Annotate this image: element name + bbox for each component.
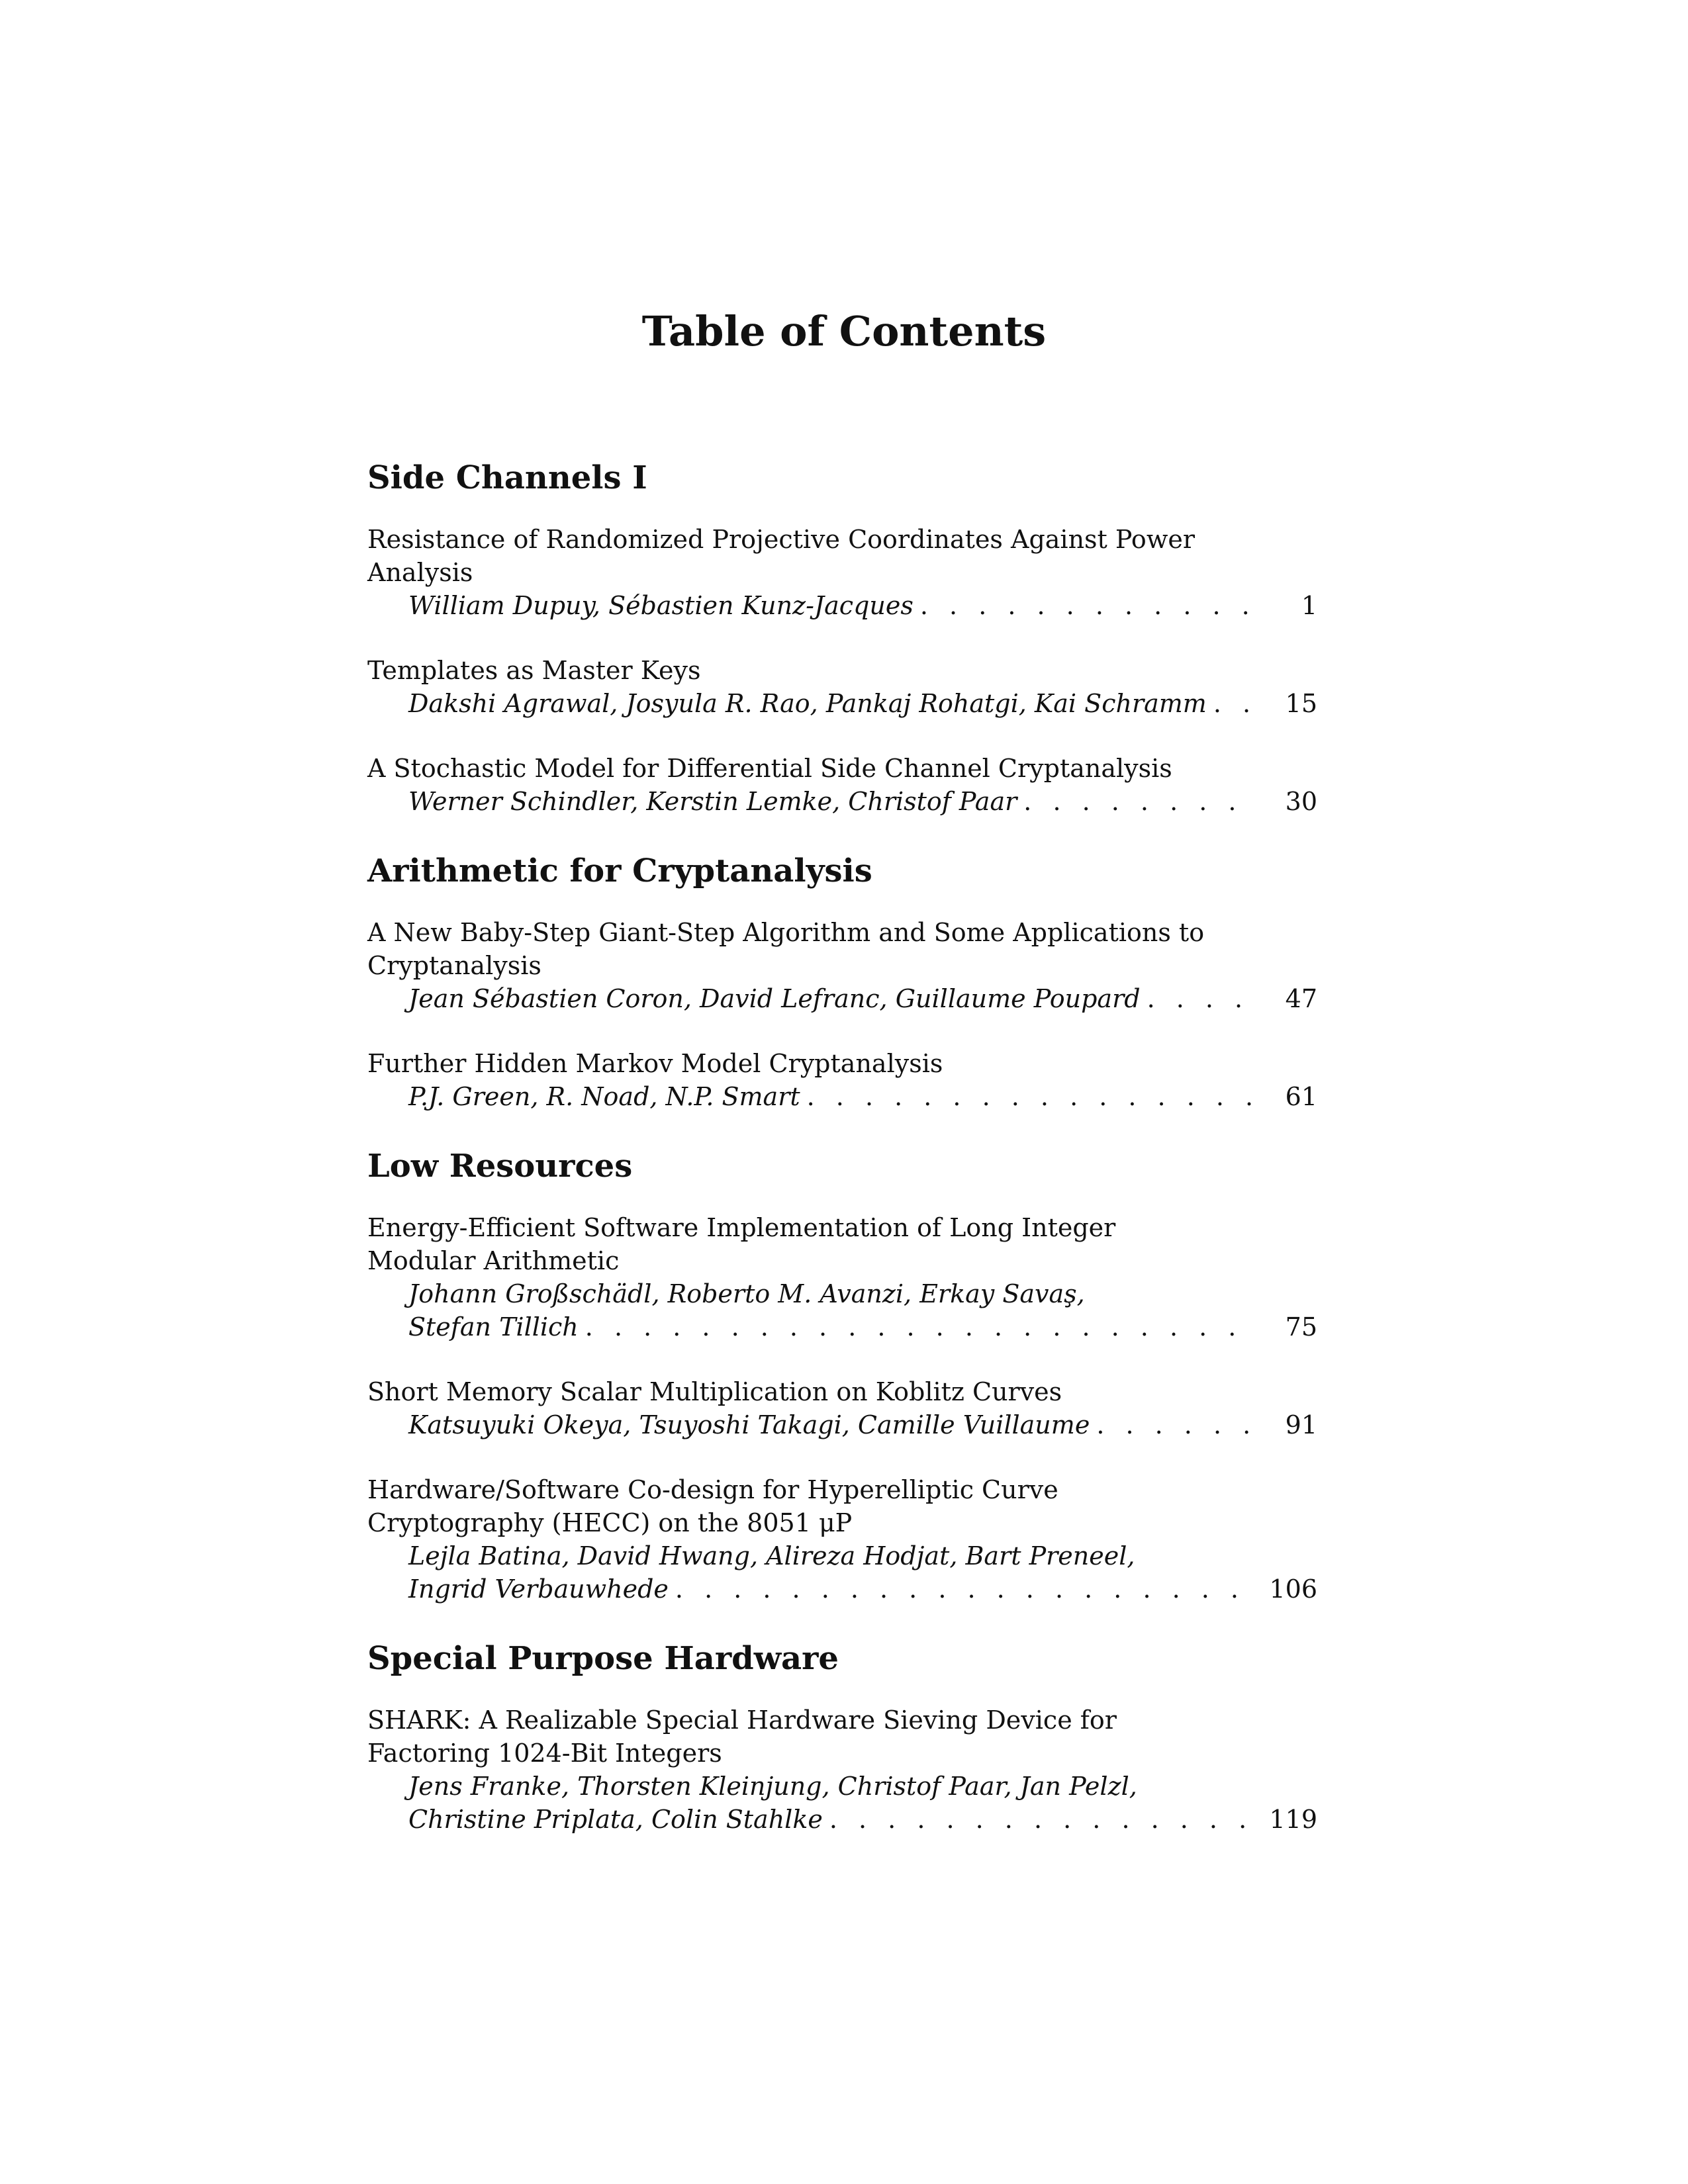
dot-leader <box>1147 982 1258 1015</box>
toc-entry <box>367 1473 1317 1606</box>
toc-list <box>367 457 1317 1868</box>
entry-title: Further Hidden Markov Model Cryptanalysis <box>367 1049 943 1078</box>
entry-authors: Christine Priplata, Colin Stahlke <box>408 1805 823 1834</box>
entry-title: Resistance of Randomized Projective Coordinates Against Power Analysis <box>367 525 1195 587</box>
toc-entry <box>367 1047 1317 1113</box>
section-title: Arithmetic for Cryptanalysis <box>367 852 872 889</box>
entry-title: SHARK: A Realizable Special Hardware Sieving Device for Factoring 1024-Bit Integers <box>367 1706 1117 1768</box>
entry-authors: Dakshi Agrawal, Josyula R. Rao, Pankaj Rohatgi, Kai Schramm <box>408 689 1207 718</box>
entry-author-line <box>367 687 1317 720</box>
entry-title: Short Memory Scalar Multiplication on Koblitz Curves <box>367 1377 1062 1406</box>
entry-title: Templates as Master Keys <box>367 656 701 685</box>
toc-entry <box>367 916 1317 1015</box>
section-title: Low Resources <box>367 1148 633 1185</box>
dot-leader <box>829 1803 1258 1836</box>
entry-title: Hardware/Software Co-design for Hyperelliptic Curve Cryptography (HECC) on the 8051 μP <box>367 1475 1058 1537</box>
entry-author-line <box>367 1080 1317 1113</box>
entry-author-line <box>367 785 1317 818</box>
entry-title: A Stochastic Model for Differential Side Channel Cryptanalysis <box>367 754 1172 783</box>
page-number: 15 <box>1285 689 1317 718</box>
entry-authors: Johann Großschädl, Roberto M. Avanzi, Erkay Savaş, <box>408 1279 1085 1308</box>
page-number: 91 <box>1285 1410 1317 1439</box>
dot-leader <box>1213 687 1258 720</box>
page-number: 119 <box>1269 1805 1317 1834</box>
page-number: 47 <box>1285 984 1317 1013</box>
dot-leader <box>1023 785 1258 818</box>
toc-entry <box>367 654 1317 720</box>
entry-title: Energy-Efficient Software Implementation of Long Integer Modular Arithmetic <box>367 1213 1116 1275</box>
page-number: 1 <box>1301 591 1317 620</box>
dot-leader <box>807 1080 1258 1113</box>
section-title: Side Channels I <box>367 459 647 496</box>
page-number: 106 <box>1269 1574 1317 1604</box>
entry-author-line <box>367 982 1317 1015</box>
entry-author-line <box>367 1310 1317 1343</box>
dot-leader <box>1096 1408 1258 1441</box>
entry-authors: Jean Sébastien Coron, David Lefranc, Guillaume Poupard <box>408 984 1141 1013</box>
entry-authors: Werner Schindler, Kerstin Lemke, Christof Paar <box>408 787 1017 816</box>
page-number: 61 <box>1285 1082 1317 1111</box>
entry-authors: Katsuyuki Okeya, Tsuyoshi Takagi, Camille Vuillaume <box>408 1410 1090 1439</box>
dot-leader <box>675 1572 1258 1606</box>
toc-section <box>367 1145 1317 1606</box>
page-title: Table of Contents <box>641 307 1047 355</box>
dot-leader <box>585 1310 1258 1343</box>
entry-author-line <box>367 1572 1317 1606</box>
entry-author-line <box>367 1408 1317 1441</box>
entry-title: A New Baby-Step Giant-Step Algorithm and Some Applications to Cryptanalysis <box>367 918 1205 980</box>
toc-section <box>367 1637 1317 1836</box>
toc-section <box>367 850 1317 1113</box>
dot-leader <box>920 589 1258 622</box>
toc-entry <box>367 1375 1317 1441</box>
entry-author-line <box>367 589 1317 622</box>
entry-authors: Ingrid Verbauwhede <box>408 1574 669 1604</box>
entry-authors: Jens Franke, Thorsten Kleinjung, Christof Paar, Jan Pelzl, <box>408 1772 1137 1801</box>
page-number: 75 <box>1285 1312 1317 1342</box>
section-title: Special Purpose Hardware <box>367 1640 839 1677</box>
toc-entry <box>367 1211 1317 1343</box>
entry-authors: Stefan Tillich <box>408 1312 579 1342</box>
entry-authors: Lejla Batina, David Hwang, Alireza Hodjat, Bart Preneel, <box>408 1541 1135 1570</box>
toc-entry <box>367 523 1317 622</box>
page-number: 30 <box>1285 787 1317 816</box>
entry-authors: P.J. Green, R. Noad, N.P. Smart <box>408 1082 800 1111</box>
entry-author-line <box>367 1803 1317 1836</box>
toc-entry <box>367 1704 1317 1836</box>
toc-section <box>367 457 1317 818</box>
entry-authors: William Dupuy, Sébastien Kunz-Jacques <box>408 591 914 620</box>
toc-entry <box>367 752 1317 818</box>
